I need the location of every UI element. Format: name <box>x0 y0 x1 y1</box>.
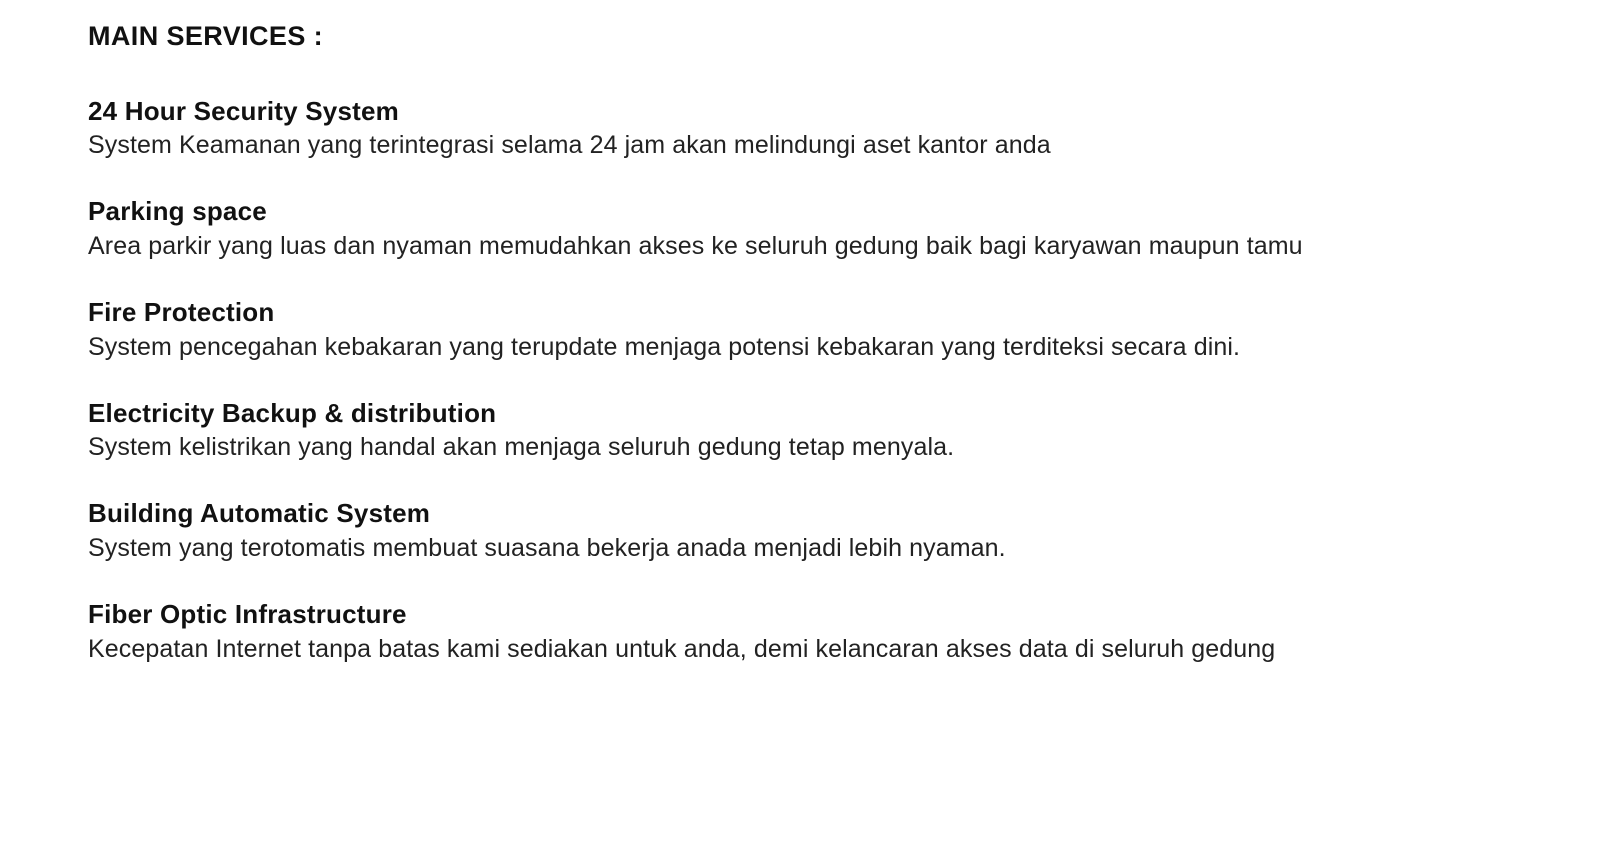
service-heading: Fire Protection <box>88 297 275 328</box>
service-heading: Electricity Backup & distribution <box>88 397 497 428</box>
service-heading: 24 Hour Security System <box>88 95 399 126</box>
list-item <box>88 297 1560 362</box>
list-item <box>88 398 1560 463</box>
service-description: Area parkir yang luas dan nyaman memudahkan akses ke seluruh gedung baik bagi karyawan maupun tamu <box>88 232 1303 261</box>
list-item <box>88 498 1560 563</box>
list-item <box>88 599 1560 664</box>
service-heading: Fiber Optic Infrastructure <box>88 599 407 630</box>
service-description: System Keamanan yang terintegrasi selama 24 jam akan melindungi aset kantor anda <box>88 131 1051 160</box>
services-list <box>88 96 1560 664</box>
service-description: System yang terotomatis membuat suasana bekerja anada menjadi lebih nyaman. <box>88 534 1006 563</box>
service-heading: Parking space <box>88 196 267 227</box>
service-heading: Building Automatic System <box>88 498 431 529</box>
service-description: System pencegahan kebakaran yang terupdate menjaga potensi kebakaran yang terditeksi secara dini. <box>88 332 1241 361</box>
service-description: Kecepatan Internet tanpa batas kami sediakan untuk anda, demi kelancaran akses data di seluruh gedung <box>88 634 1276 663</box>
page-title: MAIN SERVICES : <box>88 21 324 51</box>
service-description: System kelistrikan yang handal akan menjaga seluruh gedung tetap menyala. <box>88 433 955 462</box>
list-item <box>88 96 1560 161</box>
list-item <box>88 196 1560 261</box>
